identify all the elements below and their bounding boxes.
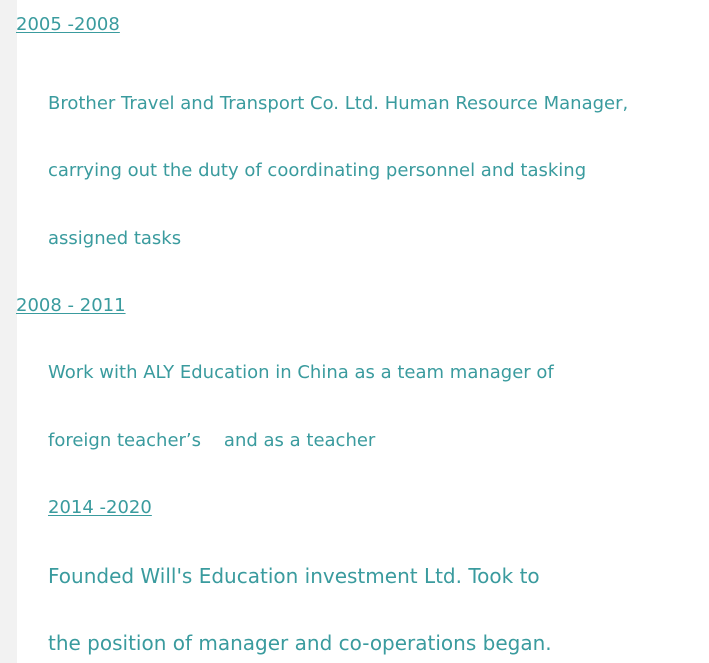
left-margin-strip bbox=[0, 0, 17, 663]
date-range-2005-2008: 2005 -2008 bbox=[16, 14, 120, 35]
date-range-2008-2011: 2008 - 2011 bbox=[16, 295, 126, 316]
job-description-line: foreign teacher’s and as a teacher bbox=[48, 430, 376, 451]
job-description-line: Work with ALY Education in China as a team manager of bbox=[48, 362, 554, 383]
job-description-line: Founded Will's Education investment Ltd. Took to bbox=[48, 564, 540, 588]
job-description-line: assigned tasks bbox=[48, 228, 182, 249]
date-range-2014-2020: 2014 -2020 bbox=[48, 497, 152, 518]
job-description-line: carrying out the duty of coordinating personnel and tasking bbox=[48, 160, 587, 181]
job-description-line: the position of manager and co-operations began. bbox=[48, 631, 552, 655]
job-description-line: Brother Travel and Transport Co. Ltd. Human Resource Manager, bbox=[48, 93, 629, 114]
